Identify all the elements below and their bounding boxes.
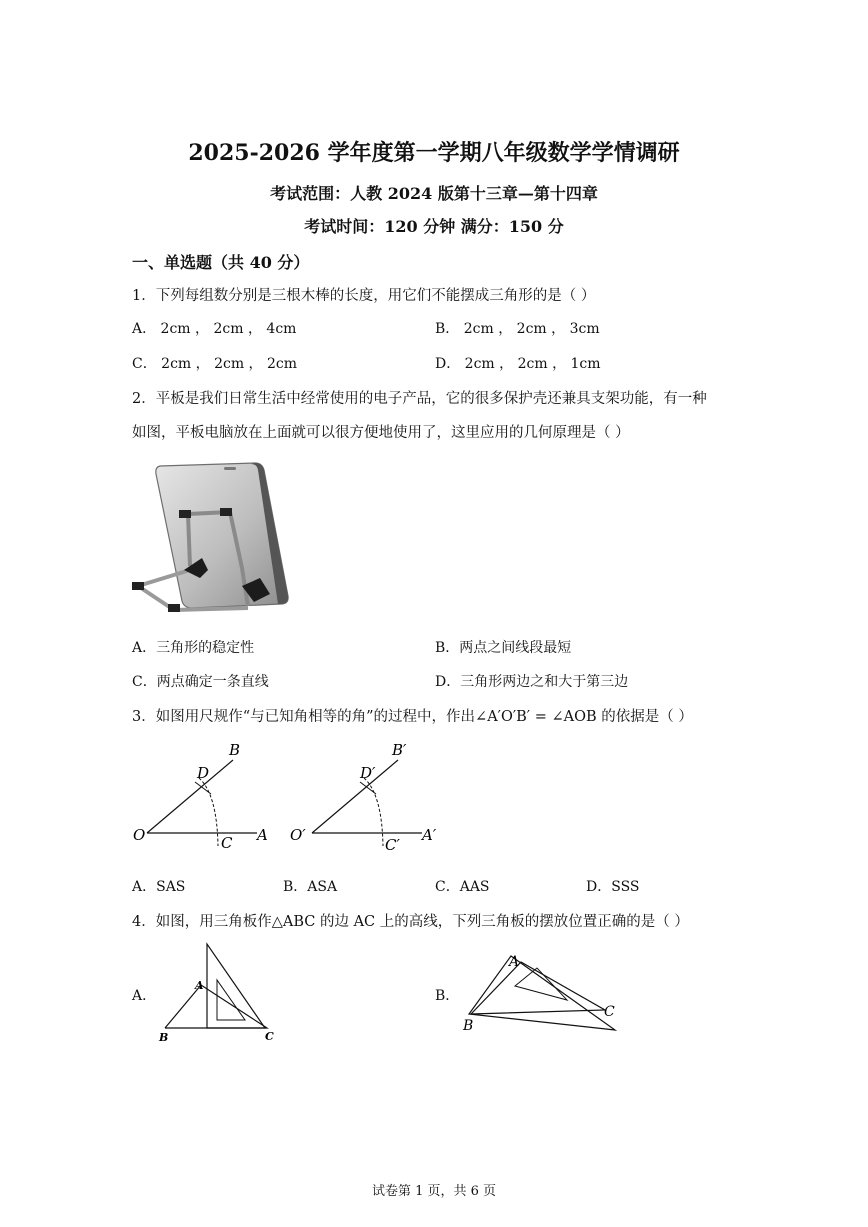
q1-stem: 1．下列每组数分别是三根木棒的长度，用它们不能摆成三角形的是（ ） <box>132 288 596 304</box>
q3-option-d: D．SSS <box>586 879 640 895</box>
q4-stem: 4．如图，用三角板作△ABC 的边 AC 上的高线，下列三角板的摆放位置正确的是（ ） <box>132 914 689 930</box>
q4-option-a: A． <box>132 988 157 1004</box>
q4-figure-a <box>155 940 285 1048</box>
q3-angle-figure-right <box>288 738 448 858</box>
q2-stem-line1: 2．平板是我们日常生活中经常使用的电子产品，它的很多保护壳还兼具支架功能，有一种 <box>132 391 707 407</box>
exam-title: 2025-2026 学年度第一学期八年级数学学情调研 <box>188 140 680 166</box>
q4b-label-b: B <box>463 1018 474 1034</box>
q4a-label-b: B <box>159 1031 169 1044</box>
q3-option-b: B．ASA <box>283 879 338 895</box>
q2-option-a: A．三角形的稳定性 <box>132 640 255 656</box>
q3-label-a: A <box>257 826 268 844</box>
q3-label-b-prime: B′ <box>392 741 407 759</box>
page-footer: 试卷第 1 页，共 6 页 <box>371 1184 497 1199</box>
q1-option-a: A． 2cm ， 2cm ， 4cm <box>132 321 297 337</box>
exam-time: 考试时间：120 分钟 满分：150 分 <box>304 217 564 236</box>
q3-label-c: C <box>221 834 233 852</box>
q3-label-d: D <box>197 764 210 782</box>
q4b-label-a: A <box>509 954 520 970</box>
q1-option-d: D． 2cm ， 2cm ， 1cm <box>435 356 601 372</box>
q2-option-b: B．两点之间线段最短 <box>435 640 572 656</box>
q3-label-d-prime: D′ <box>360 764 376 782</box>
q2-stem-line2: 如图，平板电脑放在上面就可以很方便地使用了，这里应用的几何原理是（ ） <box>132 425 630 441</box>
q4a-label-c: C <box>265 1030 274 1043</box>
q3-label-b: B <box>229 741 241 759</box>
q3-option-c: C．AAS <box>435 879 490 895</box>
section-title: 一、单选题（共 40 分） <box>132 253 310 272</box>
q4a-label-a: A <box>195 979 204 992</box>
q3-option-a: A．SAS <box>132 879 186 895</box>
tablet-stand-image <box>130 458 300 618</box>
q1-option-b: B． 2cm ， 2cm ， 3cm <box>435 321 600 337</box>
q2-option-d: D．三角形两边之和大于第三边 <box>435 674 629 690</box>
q2-option-c: C．两点确定一条直线 <box>132 674 269 690</box>
q3-stem: 3．如图用尺规作“与已知角相等的角”的过程中，作出∠A′O′B′ = ∠AOB 的依据是（ ） <box>132 709 693 725</box>
q3-label-o: O <box>133 826 146 844</box>
q3-angle-figure-left <box>125 738 285 858</box>
q4-figure-b <box>455 948 630 1038</box>
q3-label-a-prime: A′ <box>422 826 437 844</box>
q3-label-c-prime: C′ <box>385 836 400 854</box>
q4-option-b: B． <box>435 988 460 1004</box>
q4b-label-c: C <box>604 1004 615 1020</box>
exam-scope: 考试范围：人教 2024 版第十三章—第十四章 <box>270 184 598 203</box>
q1-option-c: C． 2cm ， 2cm ， 2cm <box>132 356 298 372</box>
q3-label-o-prime: O′ <box>290 826 306 844</box>
